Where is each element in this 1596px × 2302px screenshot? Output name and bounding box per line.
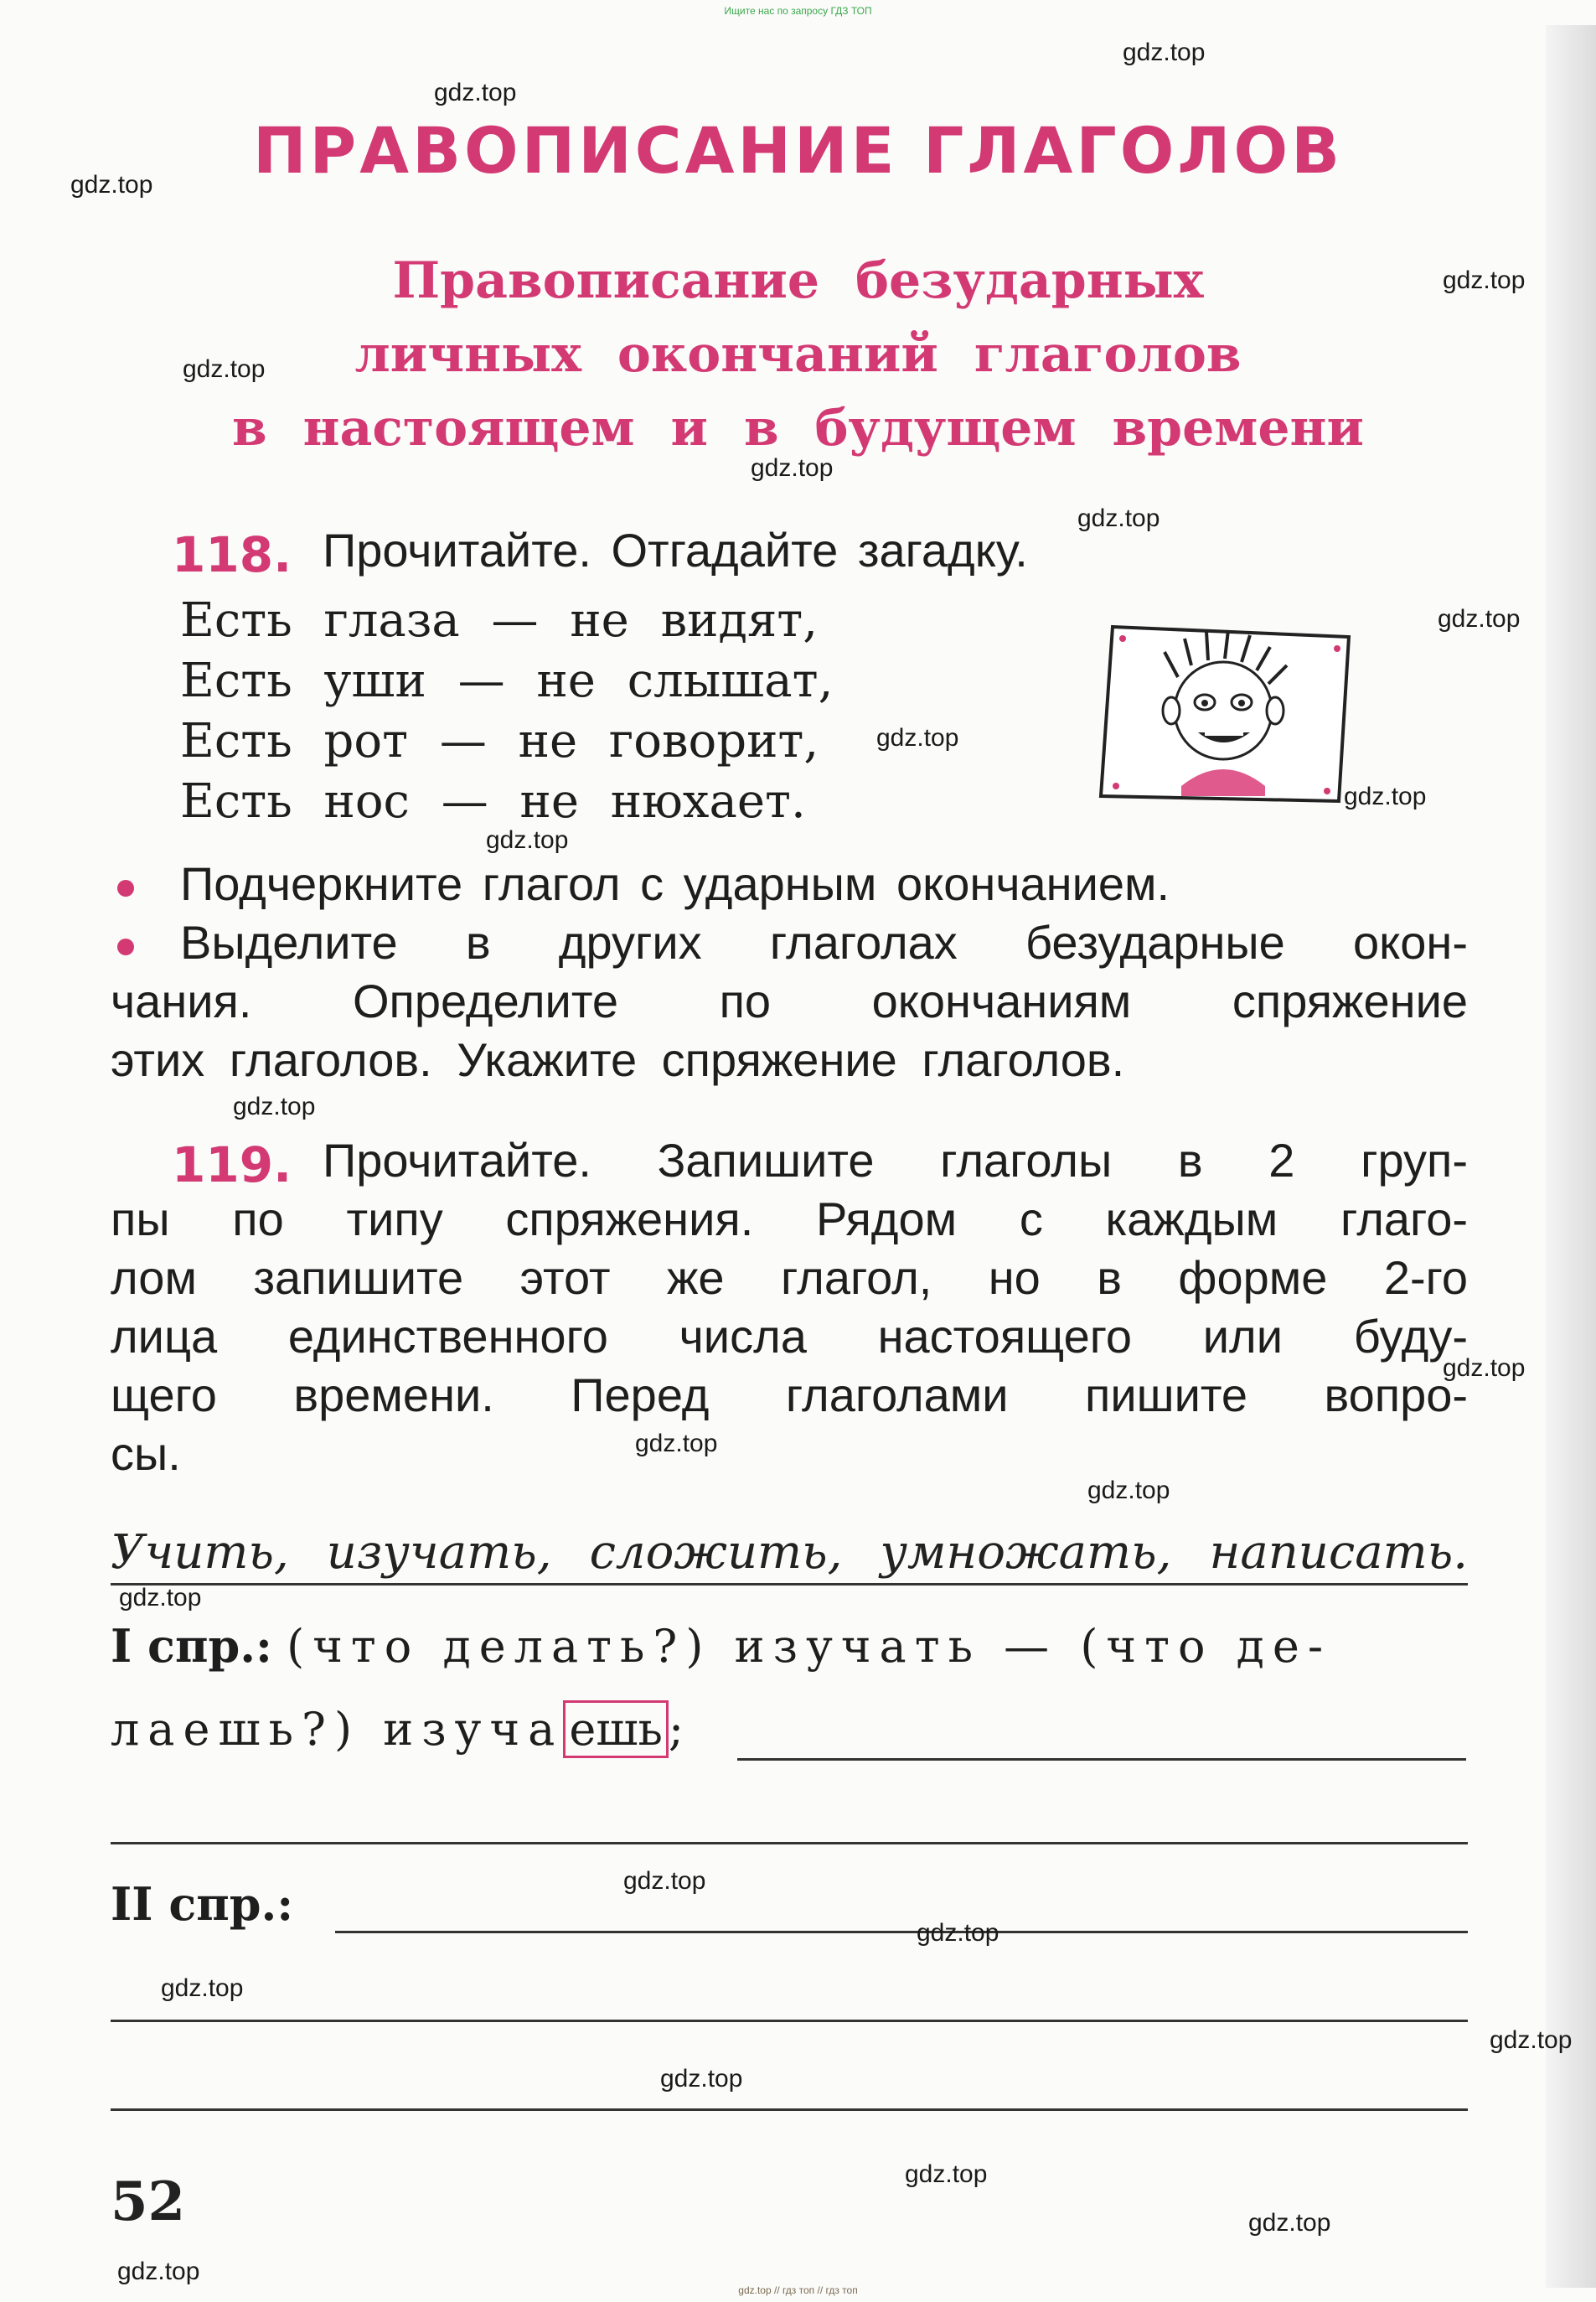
watermark: gdz.top: [486, 826, 569, 854]
answer-line-1: [737, 1758, 1466, 1761]
watermark: gdz.top: [635, 1430, 718, 1457]
answer-line-4: [111, 2020, 1468, 2022]
task-continuation-2: этих глаголов. Укажите спряжение глаголов.: [111, 1033, 1125, 1086]
section-title: ПРАВОПИСАНИЕ ГЛАГОЛОВ: [252, 113, 1344, 188]
riddle-line-2: Есть уши — не слышат,: [180, 654, 834, 708]
task-continuation-1: чания. Определите по окончаниям спряжение: [111, 975, 1468, 1027]
riddle-line-4: Есть нос — не нюхает.: [180, 774, 806, 829]
watermark: gdz.top: [70, 171, 153, 199]
riddle-line-1: Есть глаза — не видят,: [180, 593, 819, 648]
exercise-119-line-6: сы.: [111, 1427, 181, 1480]
watermark: gdz.top: [1248, 2209, 1331, 2237]
watermark: gdz.top: [751, 454, 834, 482]
watermark: gdz.top: [119, 1584, 202, 1611]
watermark: gdz.top: [1123, 39, 1206, 66]
exercise-119-line-5: щего времени. Перед глаголами пишите вопро-: [111, 1368, 1468, 1421]
exercise-119-number: 119.: [172, 1136, 292, 1193]
answer-line-3: [335, 1931, 1468, 1933]
conjugation-1-label: I спр.:: [111, 1619, 272, 1673]
conjugation-1-row-2: [111, 1703, 684, 1756]
answer-line-2: [111, 1842, 1468, 1844]
bullet-1-icon: [117, 880, 134, 897]
conjugation-1-prefix: лаешь?) изуча: [111, 1703, 564, 1756]
page-number: 52: [111, 2170, 186, 2233]
watermark: gdz.top: [183, 355, 266, 383]
watermark: gdz.top: [233, 1093, 316, 1120]
task-bullet-1: Подчеркните глагол с ударным окончанием.: [180, 857, 1170, 910]
highlighted-ending: ешь: [563, 1700, 669, 1758]
exercise-119-line-4: лица единственного числа настоящего или буду-: [111, 1310, 1468, 1363]
exercise-118-number: 118.: [172, 526, 292, 583]
exercise-119-line-3: лом запишите этот же глагол, но в форме 2-го: [111, 1251, 1468, 1304]
watermark: gdz.top: [660, 2065, 743, 2092]
conjugation-1-suffix: ;: [668, 1703, 684, 1756]
watermark: gdz.top: [876, 724, 959, 752]
exercise-119-line-2: пы по типу спряжения. Рядом с каждым глаго-: [111, 1192, 1468, 1245]
bottom-note: gdz.top // гдз топ // гдз топ: [738, 2284, 858, 2296]
conjugation-1-text: (что делать?) изучать — (что де-: [287, 1620, 1332, 1673]
watermark: gdz.top: [161, 1974, 244, 2002]
handwritten-verbs: Учить, изучать, сложить, умножать, написать.: [111, 1525, 1468, 1586]
bullet-2-icon: [117, 939, 134, 955]
answer-line-5: [111, 2108, 1468, 2111]
watermark: gdz.top: [1087, 1477, 1170, 1504]
watermark: gdz.top: [1443, 266, 1526, 294]
conjugation-2-row: [111, 1877, 293, 1931]
watermark: gdz.top: [1344, 783, 1427, 810]
watermark: gdz.top: [117, 2258, 200, 2285]
watermark: gdz.top: [1490, 2026, 1573, 2054]
watermark: gdz.top: [1438, 605, 1521, 633]
top-note: Ищите нас по запросу ГДЗ ТОП: [724, 5, 872, 17]
conjugation-2-label: II спр.:: [111, 1877, 294, 1931]
watermark: gdz.top: [1077, 504, 1160, 532]
task-bullet-2: Выделите в других глаголах безударные окон-: [180, 916, 1468, 969]
conjugation-1-row: [111, 1619, 1331, 1673]
watermark: gdz.top: [917, 1919, 999, 1947]
subtitle-line-2: личных окончаний глаголов: [354, 325, 1242, 384]
subtitle-line-3: в настоящем и в будущем времени: [232, 399, 1364, 458]
exercise-119-line-1: Прочитайте. Запишите глаголы в 2 груп-: [323, 1134, 1468, 1187]
watermark: gdz.top: [623, 1867, 706, 1895]
watermark: gdz.top: [1443, 1354, 1526, 1382]
watermark: gdz.top: [434, 79, 517, 106]
subtitle-line-1: Правописание безударных: [392, 251, 1204, 310]
exercise-118-task: Прочитайте. Отгадайте загадку.: [323, 524, 1028, 577]
riddle-line-3: Есть рот — не говорит,: [180, 714, 819, 768]
portrait-drawing: [1098, 618, 1357, 810]
watermark: gdz.top: [905, 2160, 988, 2188]
